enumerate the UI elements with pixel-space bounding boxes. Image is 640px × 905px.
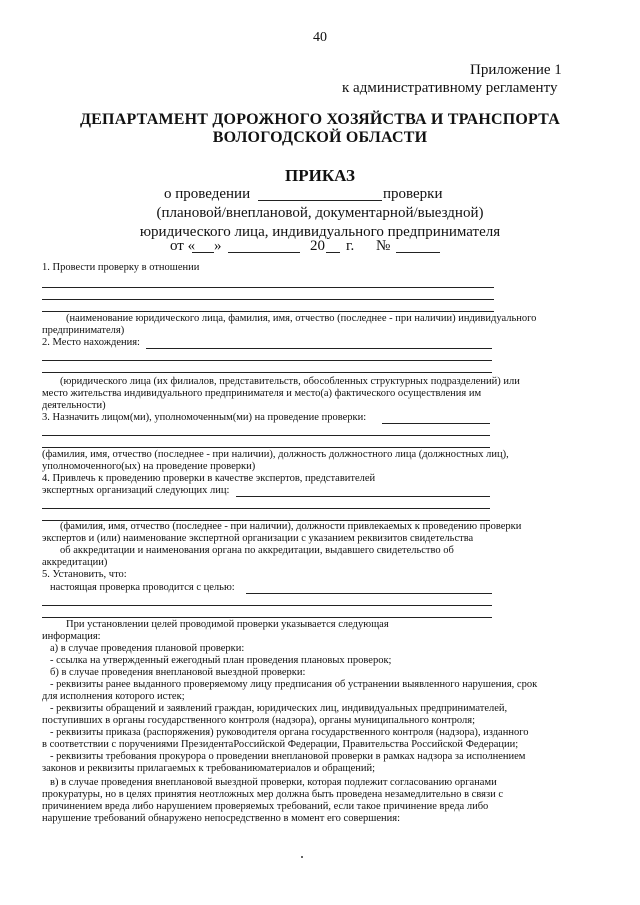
check-type-field[interactable] [258,200,382,201]
section4-field-line2[interactable] [42,508,490,509]
section1-field-line3[interactable] [42,311,494,312]
section3-hint-line2: уполномоченного(ых) на проведение проверки) [42,461,256,472]
section1-hint-line2: предпринимателя) [42,325,125,336]
goals-text-line2: информация: [42,631,101,642]
order-number-field[interactable] [396,252,440,253]
section1-field-line1[interactable] [42,287,494,288]
section1-text: 1. Провести проверку в отношении [42,262,200,273]
section3-text: 3. Назначить лицом(ми), уполномоченным(ми) на проведение проверки: [42,412,367,423]
section4-text-line1: 4. Привлечь к проведению проверки в качестве экспертов, представителей [42,473,376,484]
section4-field-line1[interactable] [236,496,490,497]
order-line3: юридического лица, индивидуального предпринимателя [139,224,501,240]
item-b3-line2: в соответствии с поручениями ПрезидентаРоссийской Федерации, Правительства Российской Федерации; [42,739,519,750]
section2-hint-line3: деятельности) [42,400,106,411]
department-title-line2: ВОЛОГОДСКОЙ ОБЛАСТИ [212,129,428,146]
item-c-line1: в) в случае проведения внеплановой выездной проверки, которая подлежит согласованию органами [50,777,497,788]
section1-hint-line1: (наименование юридического лица, фамилия, имя, отчество (последнее - при наличии) индивидуального [66,313,537,324]
item-b3-line1: - реквизиты приказа (распоряжения) руководителя органа государственного контроля (надзора), изданного [50,727,529,738]
order-line1-end: проверки [383,186,443,202]
section2-field-line1[interactable] [146,348,492,349]
section3-hint-line1: (фамилия, имя, отчество (последнее - при наличии), должность должностного лица (должностных лиц), [42,449,509,460]
date-month-field[interactable] [228,252,300,253]
section4-hint-line1: (фамилия, имя, отчество (последнее - при наличии), должности привлекаемых к проведению проверки [60,521,522,532]
section3-field-line3[interactable] [42,447,490,448]
section2-field-line3[interactable] [42,372,492,373]
page-number: 40 [313,30,327,45]
section1-field-line2[interactable] [42,299,494,300]
date-year-field[interactable] [326,252,340,253]
section4-hint-line3: об аккредитации и наименования органа по аккредитации, выдавшего свидетельство об [60,545,454,556]
section5-field-line2[interactable] [42,605,492,606]
section4-hint-line4: аккредитации) [42,557,108,568]
date-day-field[interactable] [192,252,214,253]
section5-goal-text: настоящая проверка проводится с целью: [50,582,235,593]
section5-field-line3[interactable] [42,617,492,618]
item-b1-line2: для исполнения которого истек; [42,691,185,702]
item-b1-line1: - реквизиты ранее выданного проверяемому лицу предписания об устранении выявленного нарушения, срок [50,679,538,690]
item-b4-line2: законов и реквизиты прилагаемых к требованиюматериалов и обращений; [42,763,376,774]
item-c-line4: нарушение требований обнаружено непосредственно в момент его совершения: [42,813,401,824]
appendix-label: Приложение 1 [470,62,562,78]
item-a1: - ссылка на утвержденный ежегодный план проведения плановых проверок; [50,655,392,666]
scan-speck [301,856,303,858]
order-title: ПРИКАЗ [285,166,355,185]
section3-field-line2[interactable] [42,435,490,436]
section5-text: 5. Установить, что: [42,569,127,580]
section4-text-line2: экспертных организаций следующих лиц: [42,485,230,496]
section5-field-line1[interactable] [246,593,492,594]
date-prefix: от « [170,238,196,254]
department-title-line1: ДЕПАРТАМЕНТ ДОРОЖНОГО ХОЗЯЙСТВА И ТРАНСПОРТА [79,111,561,128]
order-line1-start: о проведении [164,186,251,202]
item-b2-line1: - реквизиты обращений и заявлений граждан, юридических лиц, индивидуальных предпринимателей, [50,703,508,714]
item-a: а) в случае проведения плановой проверки: [50,643,245,654]
section3-field-line1[interactable] [382,423,490,424]
section2-hint-line2: место жительства индивидуального предпринимателя и место(а) фактического осуществления им [42,388,482,399]
order-line2: (плановой/внеплановой, документарной/выездной) [156,205,484,221]
item-b4-line1: - реквизиты требования прокурора о проведении внеплановой проверки в рамках надзора за исполнением [50,751,526,762]
section2-hint-line1: (юридического лица (их филиалов, представительств, обособленных структурных подразделений) или [60,376,520,387]
date-quote-close: » [214,238,222,254]
item-c-line2: прокуратуры, но в целях принятия неотложных мер должна быть проведена незамедлительно в связи с [42,789,504,800]
item-c-line3: причинением вреда либо нарушением проверяемых требований, если такое причинение вреда либо [42,801,489,812]
section2-text: 2. Место нахождения: [42,337,140,348]
item-b: б) в случае проведения внеплановой выездной проверки: [50,667,306,678]
goals-text-line1: При установлении целей проводимой проверки указывается следующая [66,619,389,630]
number-sign: № [376,238,391,254]
section4-hint-line2: экспертов и (или) наименование экспертной организации с указанием реквизитов свидетельства [42,533,474,544]
year-suffix: г. [346,238,355,254]
item-b2-line2: поступивших в органы государственного контроля (надзора), органы муниципального контроля; [42,715,476,726]
year-prefix: 20 [310,238,325,254]
appendix-regulation: к административному регламенту [342,80,558,96]
section2-field-line2[interactable] [42,360,492,361]
